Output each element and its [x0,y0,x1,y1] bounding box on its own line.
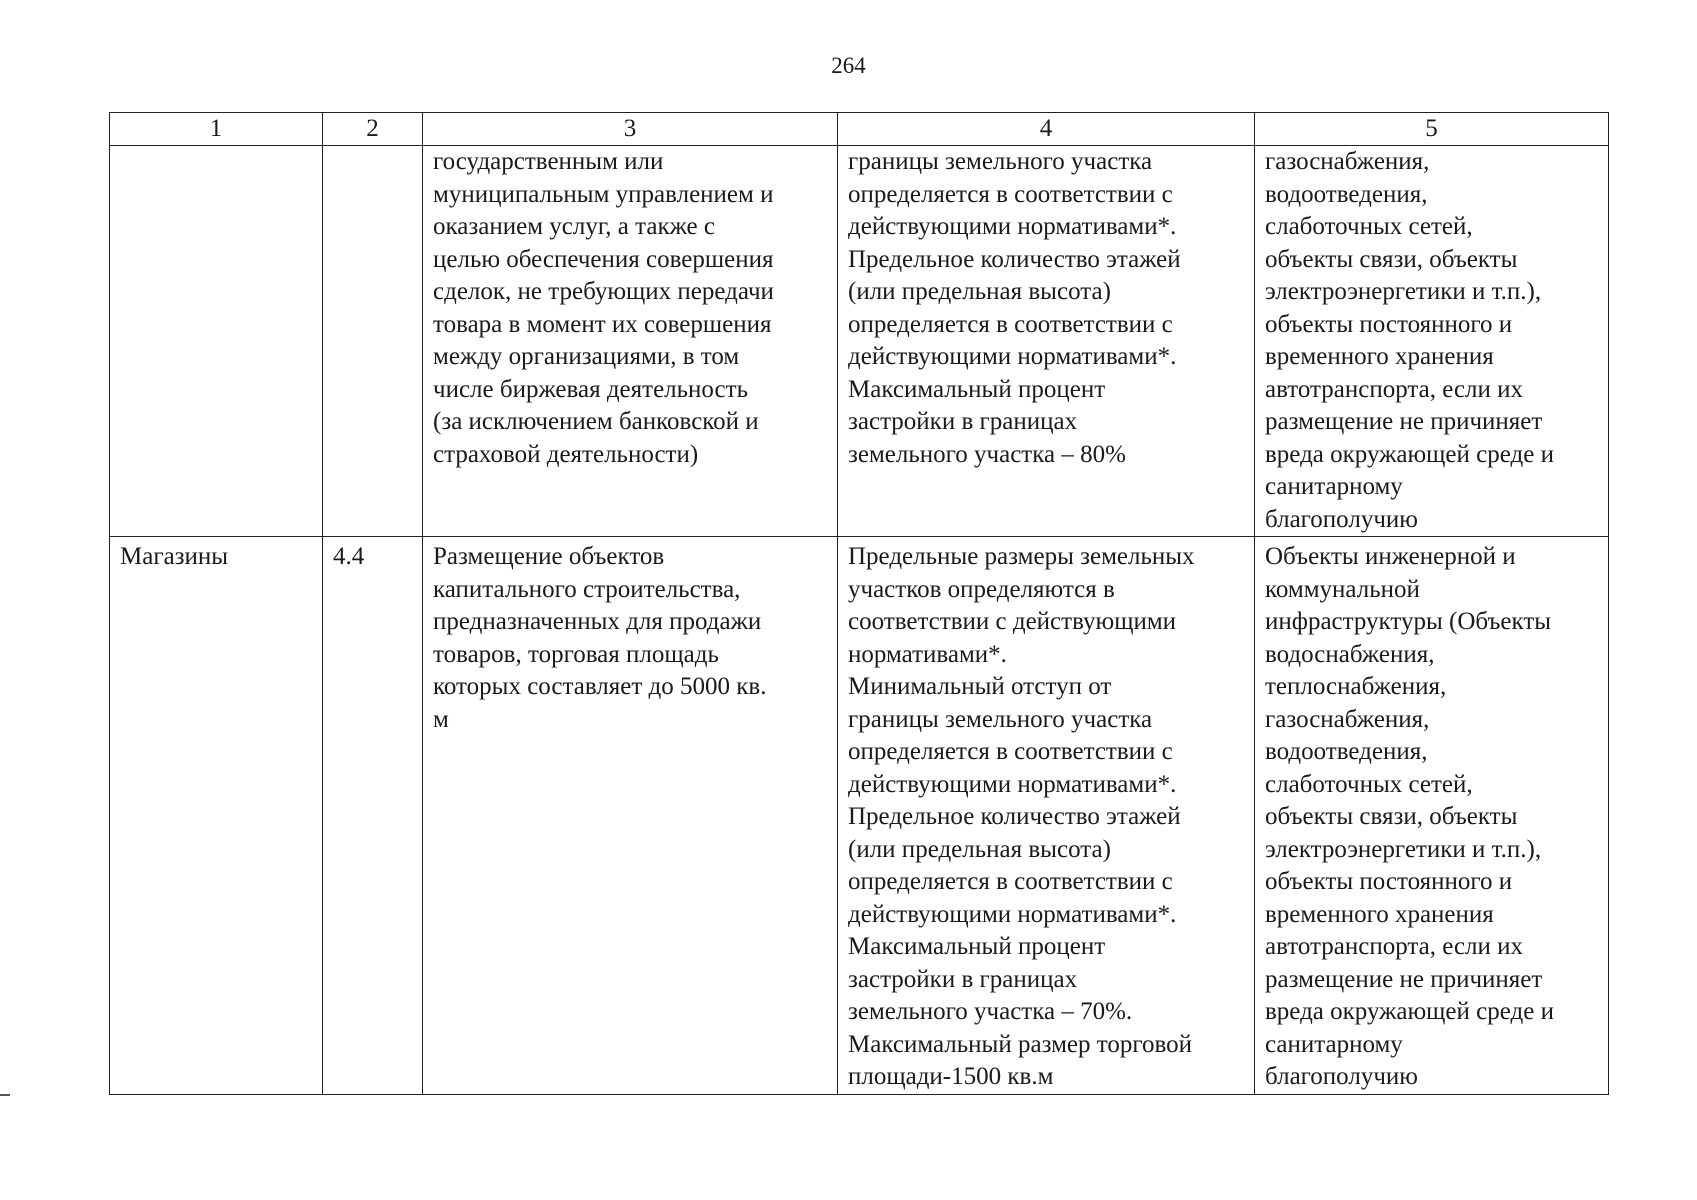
parameters-cell: границы земельного участка определяется в соответствии с действующими нормативами*. Предельное количество этажей (или предельная высота) определяется в соответствии с действующими нормативами*. Максимальный процент застройки в границах земельного участка – 80% [838,146,1255,537]
land-use-table [109,112,1609,1095]
margin-tick [0,1094,10,1096]
use-code-cell: 4.4 [323,537,423,1095]
table-row [110,146,1609,537]
table-row [110,537,1609,1095]
use-name-cell: Магазины [110,537,323,1095]
page-number: 264 [831,53,866,78]
use-code-cell [323,146,423,537]
column-header-3: 3 [423,113,838,146]
use-name-cell [110,146,323,537]
auxiliary-objects-cell: Объекты инженерной и коммунальной инфраструктуры (Объекты водоснабжения, теплоснабжения, газоснабжения, водоотведения, слаботочных сетей, объекты связи, объекты электроэнергетики и т.п.), объекты постоянного и временного хранения автотранспорта, если их размещение не причиняет вреда окружающей среде и санитарному благополучию [1255,537,1609,1095]
column-header-2: 2 [323,113,423,146]
use-description-cell: Размещение объектов капитального строительства, предназначенных для продажи товаров, торговая площадь которых составляет до 5000 кв. м [423,537,838,1095]
column-header-5: 5 [1255,113,1609,146]
table-header-row [110,113,1609,146]
column-header-1: 1 [110,113,323,146]
use-description-cell: государственным или муниципальным управлением и оказанием услуг, а также с целью обеспечения совершения сделок, не требующих передачи товара в момент их совершения между организациями, в том числе биржевая деятельность (за исключением банковской и страховой деятельности) [423,146,838,537]
parameters-cell: Предельные размеры земельных участков определяются в соответствии с действующими нормативами*. Минимальный отступ от границы земельного участка определяется в соответствии с действующими нормативами*. Предельное количество этажей (или предельная высота) определяется в соответствии с действующими нормативами*. Максимальный процент застройки в границах земельного участка – 70%. Максимальный размер торговой площади-1500 кв.м [838,537,1255,1095]
auxiliary-objects-cell: газоснабжения, водоотведения, слаботочных сетей, объекты связи, объекты электроэнергетики и т.п.), объекты постоянного и временного хранения автотранспорта, если их размещение не причиняет вреда окружающей среде и санитарному благополучию [1255,146,1609,537]
column-header-4: 4 [838,113,1255,146]
